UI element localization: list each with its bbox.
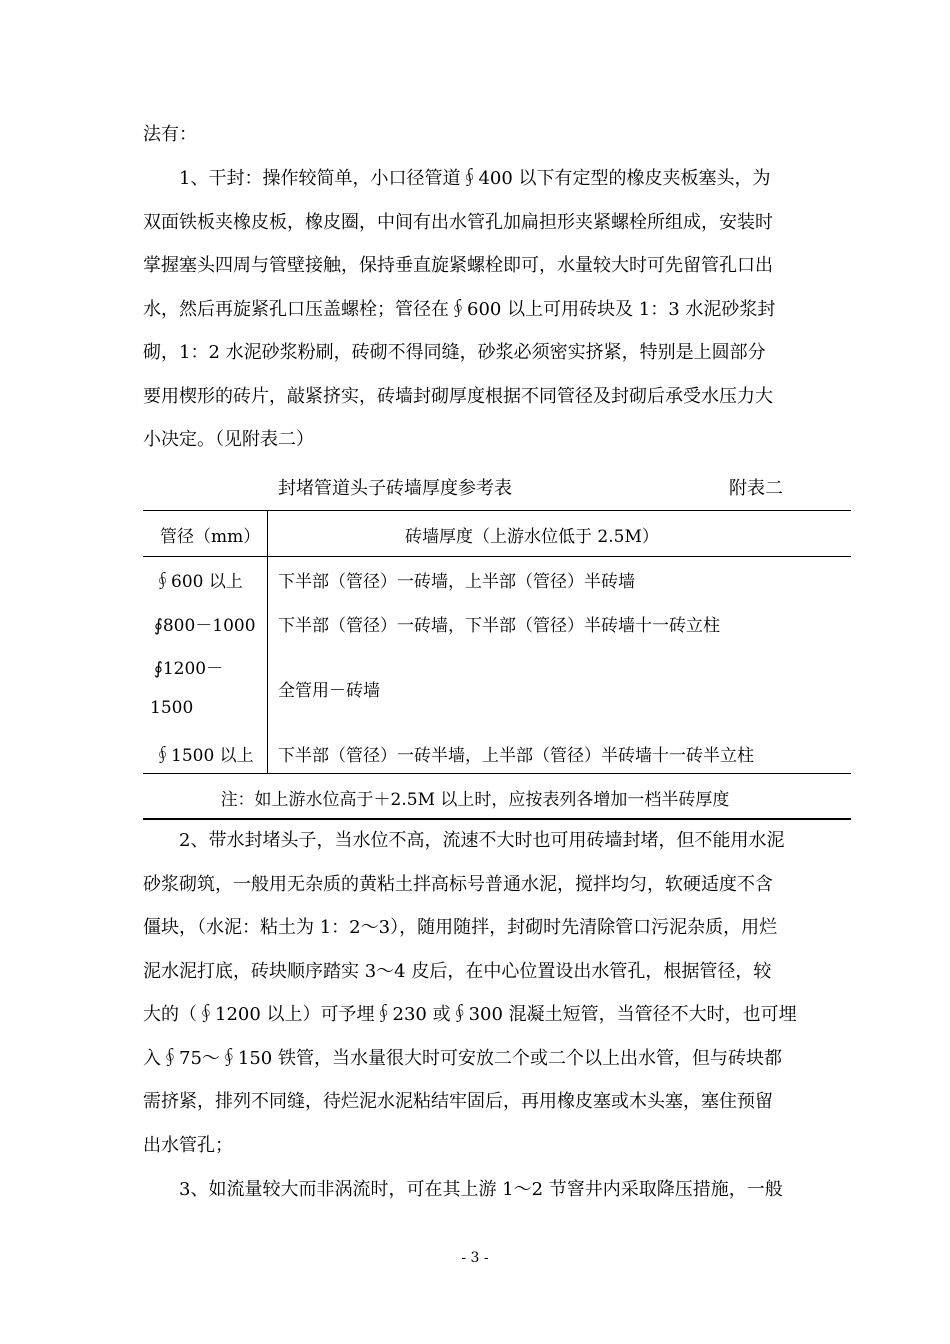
table-cell-thickness: 下半部（管径）一砖墙，上半部（管径）半砖墙 bbox=[278, 572, 635, 592]
text-line: 僵块，（水泥：粘土为 1：2～3），随用随拌，封砌时先清除管口污泥杂质，用烂 bbox=[143, 917, 778, 938]
table-cell-diameter: ∮600 以上 bbox=[154, 572, 243, 592]
table-note: 注：如上游水位高于＋2.5M 以上时，应按表列各增加一档半砖厚度 bbox=[220, 790, 730, 810]
table-header-rule bbox=[143, 556, 851, 557]
text-line: 需挤紧，排列不同缝，待烂泥水泥粘结牢固后，再用橡皮塞或木头塞，塞住预留 bbox=[143, 1091, 773, 1112]
section-intro bbox=[143, 113, 808, 157]
table-column-divider bbox=[267, 510, 268, 773]
table-header-thickness: 砖墙厚度（上游水位低于 2.5M） bbox=[405, 527, 659, 547]
table-cell-thickness: 下半部（管径）一砖半墙，上半部（管径）半砖墙十一砖半立柱 bbox=[278, 746, 754, 766]
text-line: 双面铁板夹橡皮板，橡皮圈，中间有出水管孔加扁担形夹紧螺栓所组成，安装时 bbox=[143, 211, 773, 233]
table-cell-thickness: 下半部（管径）一砖墙，下半部（管径）半砖墙十一砖立柱 bbox=[278, 616, 720, 636]
text-line: 砌，1：2 水泥砂浆粉刷，砖砌不得同缝，砂浆必须密实挤紧，特别是上圆部分 bbox=[143, 342, 766, 363]
table-header-diameter: 管径（mm） bbox=[160, 527, 261, 547]
paragraph-item-2 bbox=[143, 819, 808, 1167]
text-line: 小决定。（见附表二） bbox=[143, 429, 314, 450]
text-line: 入∮75～∮150 铁管，当水量很大时可安放二个或二个以上出水管，但与砖块都 bbox=[143, 1047, 782, 1069]
table-cell-diameter: ∮1500 以上 bbox=[154, 746, 254, 766]
text-line: 水，然后再旋紧孔口压盖螺栓；管径在∮600 以上可用砖块及 1：3 水泥砂浆封 bbox=[143, 298, 776, 320]
table-cell-thickness: 全管用－砖墙 bbox=[278, 681, 380, 701]
text-line: 要用楔形的砖片，敲紧挤实，砖墙封砌厚度根据不同管径及封砌后承受水压力大 bbox=[143, 385, 773, 407]
table-foot-rule bbox=[143, 773, 851, 774]
table-caption bbox=[0, 474, 950, 500]
page-number: - 3 - bbox=[461, 1250, 489, 1266]
table-cell-diameter-cont: 1500 bbox=[150, 698, 194, 718]
text-line: 大的（∮1200 以上）可予埋∮230 或∮300 混凝土短管，当管径不大时，也可埋 bbox=[143, 1004, 797, 1025]
table-title: 封堵管道头子砖墙厚度参考表 bbox=[278, 478, 512, 499]
text-line: 出水管孔； bbox=[143, 1134, 233, 1156]
table-cell-diameter: ∮1200－ bbox=[154, 659, 224, 679]
paragraph-item-1 bbox=[143, 157, 808, 462]
table-tag: 附表二 bbox=[729, 478, 783, 499]
text-line: 1、干封：操作较简单，小口径管道∮400 以下有定型的橡皮夹板塞头，为 bbox=[179, 168, 771, 189]
text-line: 砂浆砌筑，一般用无杂质的黄粘土拌高标号普通水泥，搅拌均匀，软硬适度不含 bbox=[143, 873, 773, 895]
table-cell-diameter: ∮800－1000 bbox=[154, 616, 256, 636]
text-line: 掌握塞头四周与管壁接触，保持垂直旋紧螺栓即可，水量较大时可先留管孔口出 bbox=[143, 255, 773, 276]
text-line: 泥水泥打底，砖块顺序踏实 3～4 皮后，在中心位置设出水管孔，根据管径，较 bbox=[143, 960, 772, 982]
text-line: 3、如流量较大而非涡流时，可在其上游 1～2 节窨井内采取降压措施，一般 bbox=[179, 1179, 783, 1200]
table-top-rule bbox=[143, 510, 851, 511]
text-line: 2、带水封堵头子，当水位不高，流速不大时也可用砖墙封堵，但不能用水泥 bbox=[179, 830, 785, 851]
text-line: 法有： bbox=[143, 124, 197, 145]
paragraph-item-3 bbox=[143, 1168, 808, 1212]
